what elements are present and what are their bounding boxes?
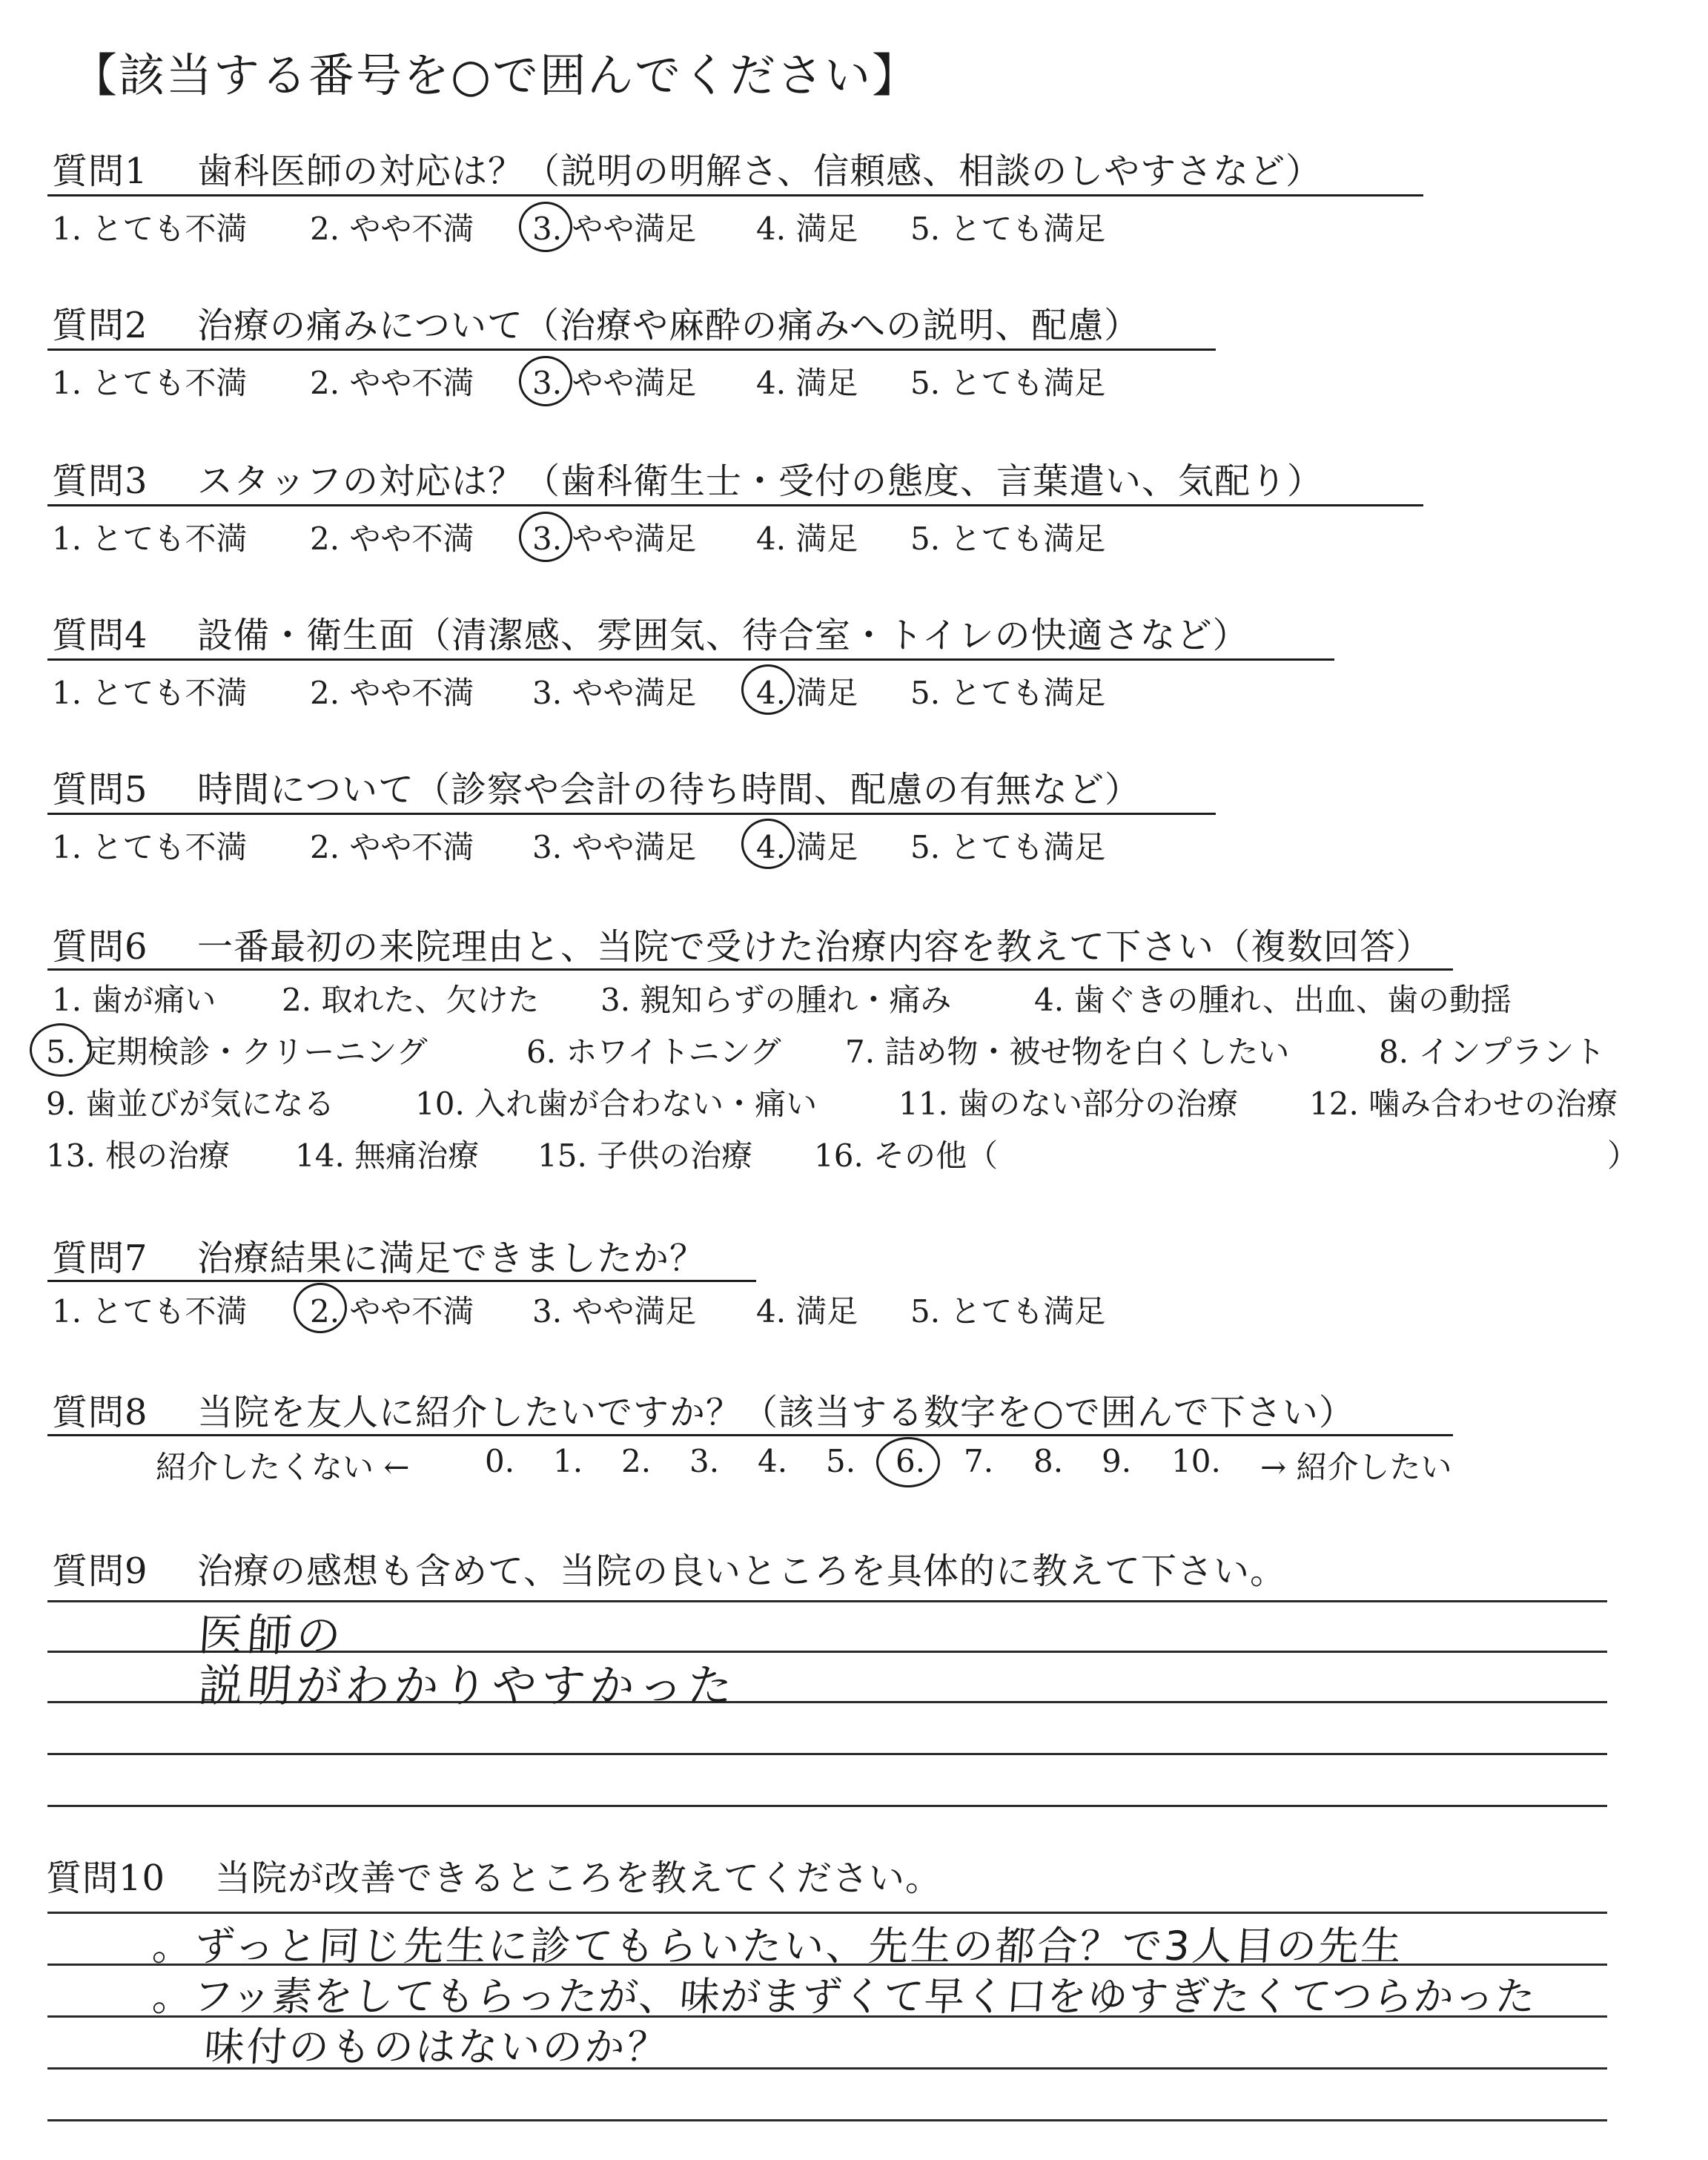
selection-circle — [741, 819, 795, 869]
option[interactable]: 3. やや満足 — [532, 365, 697, 401]
option[interactable]: 5. とても満足 — [910, 829, 1106, 865]
question-text: 治療の感想も含めて、当院の良いところを具体的に教えて下さい。 — [197, 1550, 1287, 1592]
scale-option[interactable]: 7. — [964, 1443, 994, 1479]
option: ） — [1607, 1137, 1639, 1174]
option[interactable]: 4. 満足 — [756, 521, 858, 557]
question-text: 治療結果に満足できましたか？ — [197, 1238, 706, 1279]
scale-option[interactable]: 1. — [553, 1443, 583, 1479]
scale-label-right: → 紹介したい — [1260, 1449, 1452, 1485]
options-row — [0, 1287, 1708, 1332]
option[interactable]: 4. 満足 — [756, 211, 858, 247]
option[interactable]: 12. 噛み合わせの治療 — [1309, 1086, 1618, 1122]
option[interactable]: 4. 満足 — [756, 675, 858, 711]
question-text: 設備・衛生面（清潔感、雰囲気、待合室・トイレの快適さなど） — [197, 615, 1249, 656]
question-text: 一番最初の来院理由と、当院で受けた治療内容を教えて下さい（複数回答） — [197, 926, 1433, 968]
handwritten-answer: 。ずっと同じ先生に診てもらいたい、先生の都合？で3人目の先生 — [150, 1923, 1406, 1969]
question-text: 当院が改善できるところを教えてください。 — [215, 1857, 942, 1899]
option[interactable]: 5. とても満足 — [910, 365, 1106, 401]
question-text: 治療の痛みについて（治療や麻酔の痛みへの説明、配慮） — [197, 305, 1141, 346]
option[interactable]: 1. とても不満 — [52, 365, 248, 401]
option[interactable]: 5. 定期検診・クリーニング — [46, 1034, 428, 1070]
answer-line — [47, 2119, 1607, 2121]
scale-option[interactable]: 5. — [826, 1443, 856, 1479]
option[interactable]: 3. 親知らずの腫れ・痛み — [600, 982, 952, 1018]
option[interactable]: 4. 満足 — [756, 365, 858, 401]
option[interactable]: 10. 入れ歯が合わない・痛い — [415, 1086, 818, 1122]
question-label: 質問9 — [52, 1550, 148, 1592]
options-row — [0, 1080, 1708, 1124]
option[interactable]: 2. 取れた、欠けた — [282, 982, 540, 1018]
option[interactable]: 3. やや満足 — [532, 675, 697, 711]
option[interactable]: 4. 満足 — [756, 1293, 858, 1330]
option[interactable]: 1. 歯が痛い — [52, 982, 216, 1018]
handwritten-answer: 医師の — [196, 1610, 348, 1662]
selection-circle — [519, 202, 572, 252]
option[interactable]: 11. 歯のない部分の治療 — [898, 1086, 1239, 1122]
option[interactable]: 13. 根の治療 — [46, 1137, 231, 1174]
selection-circle — [30, 1023, 92, 1077]
question-label: 質問6 — [52, 926, 148, 968]
option[interactable]: 1. とても不満 — [52, 829, 248, 865]
option[interactable]: 2. やや不満 — [310, 1293, 474, 1330]
question-text: 歯科医師の対応は？（説明の明解さ、信頼感、相談のしやすさなど） — [197, 151, 1323, 192]
option[interactable]: 5. とても満足 — [910, 521, 1106, 557]
option[interactable]: 5. とても満足 — [910, 211, 1106, 247]
question-label: 質問7 — [52, 1238, 148, 1279]
scale-option[interactable]: 10. — [1171, 1443, 1221, 1479]
option[interactable]: 3. やや満足 — [532, 211, 697, 247]
options-row — [0, 823, 1708, 868]
option[interactable]: 5. とても満足 — [910, 675, 1106, 711]
selection-circle — [519, 512, 572, 562]
options-row — [0, 976, 1708, 1020]
question-label: 質問4 — [52, 615, 148, 656]
option[interactable]: 2. やや不満 — [310, 829, 474, 865]
scale-option[interactable]: 3. — [689, 1443, 720, 1479]
option[interactable]: 15. 子供の治療 — [537, 1137, 753, 1174]
handwritten-answer: 説明がわかりやすかった — [196, 1660, 739, 1712]
option[interactable]: 2. やや不満 — [310, 521, 474, 557]
option[interactable]: 5. とても満足 — [910, 1293, 1106, 1330]
options-row — [0, 205, 1708, 249]
question-underline — [47, 1280, 756, 1282]
question-text: スタッフの対応は？（歯科衛生士・受付の態度、言葉遣い、気配り） — [197, 460, 1324, 502]
selection-circle — [741, 664, 795, 715]
question-label: 質問2 — [52, 305, 148, 346]
scale-option[interactable]: 8. — [1033, 1443, 1064, 1479]
scale-option[interactable]: 2. — [621, 1443, 652, 1479]
question-label: 質問3 — [52, 460, 148, 502]
option[interactable]: 3. やや満足 — [532, 521, 697, 557]
answer-line — [47, 1753, 1607, 1755]
selection-circle — [294, 1283, 347, 1333]
scale-option[interactable]: 9. — [1102, 1443, 1132, 1479]
options-row — [0, 359, 1708, 403]
answer-line — [47, 1912, 1607, 1914]
handwritten-answer: 。フッ素をしてもらったが、味がまずくて早く口をゆすぎたくてつらかった — [150, 1973, 1538, 2020]
option[interactable]: 4. 満足 — [756, 829, 858, 865]
option[interactable]: 2. やや不満 — [310, 365, 474, 401]
selection-circle — [876, 1437, 940, 1487]
scale-option[interactable]: 4. — [758, 1443, 788, 1479]
question-underline — [47, 1434, 1453, 1436]
option[interactable]: 1. とても不満 — [52, 675, 248, 711]
question-underline — [47, 504, 1423, 506]
option[interactable]: 2. やや不満 — [310, 211, 474, 247]
question-label: 質問10 — [46, 1857, 166, 1899]
question-text: 当院を友人に紹介したいですか？（該当する数字を○で囲んで下さい） — [197, 1392, 1355, 1433]
form-title: 【該当する番号を○で囲んでください】 — [71, 48, 920, 102]
options-row — [0, 515, 1708, 559]
question-label: 質問8 — [52, 1392, 148, 1433]
scale-option[interactable]: 6. — [896, 1443, 926, 1479]
option[interactable]: 1. とても不満 — [52, 1293, 248, 1330]
question-text: 時間について（診察や会計の待ち時間、配慮の有無など） — [197, 769, 1142, 810]
answer-line — [47, 1805, 1607, 1807]
options-row — [0, 1028, 1708, 1072]
question-label: 質問1 — [52, 151, 148, 192]
question-underline — [47, 194, 1423, 196]
option[interactable]: 1. とても不満 — [52, 521, 248, 557]
option[interactable]: 8. インプラント — [1379, 1034, 1606, 1070]
option[interactable]: 9. 歯並びが気になる — [46, 1086, 335, 1122]
option[interactable]: 16. その他（ — [814, 1137, 999, 1174]
option[interactable]: 2. やや不満 — [310, 675, 474, 711]
question-underline — [47, 968, 1453, 971]
question-underline — [47, 349, 1216, 351]
scale-label-left: 紹介したくない ← — [156, 1449, 410, 1485]
options-row — [0, 669, 1708, 713]
option[interactable]: 14. 無痛治療 — [295, 1137, 480, 1174]
options-row — [0, 1132, 1708, 1176]
option[interactable]: 3. やや満足 — [532, 829, 697, 865]
scale-option[interactable]: 0. — [485, 1443, 515, 1479]
question-label: 質問5 — [52, 769, 148, 810]
option[interactable]: 4. 歯ぐきの腫れ、出血、歯の動揺 — [1034, 982, 1512, 1018]
option[interactable]: 7. 詰め物・被せ物を白くしたい — [845, 1034, 1290, 1070]
option[interactable]: 6. ホワイトニング — [526, 1034, 781, 1070]
question-underline — [47, 658, 1334, 661]
option[interactable]: 1. とても不満 — [52, 211, 248, 247]
handwritten-answer: 味付のものはないのか？ — [202, 2024, 671, 2070]
selection-circle — [519, 356, 572, 406]
option[interactable]: 3. やや満足 — [532, 1293, 697, 1330]
question-underline — [47, 813, 1216, 815]
scale-row — [0, 1443, 1708, 1487]
